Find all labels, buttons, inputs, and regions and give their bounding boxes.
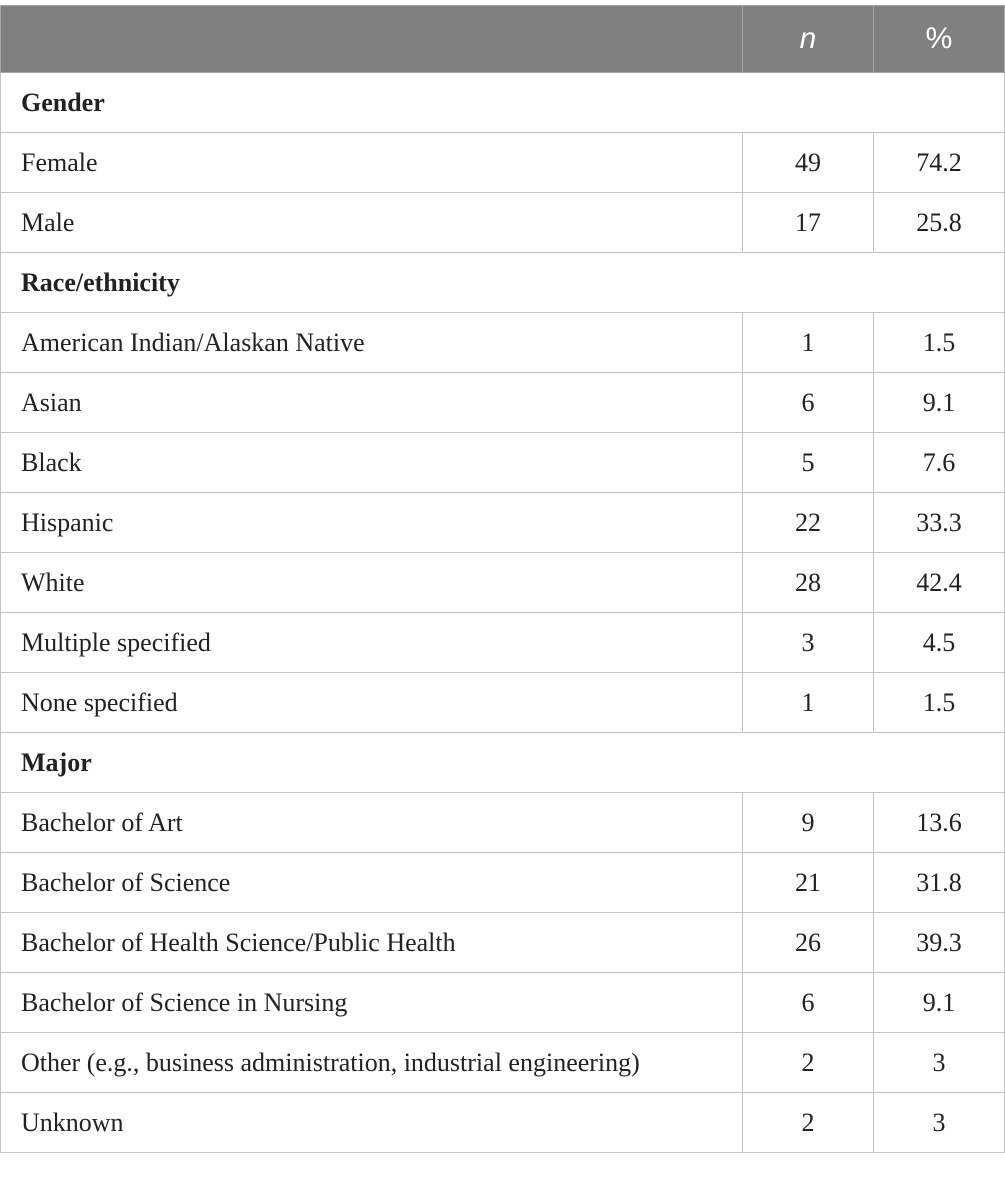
row-n-value: 26 <box>743 913 874 973</box>
row-n-value: 6 <box>743 373 874 433</box>
row-n-value: 22 <box>743 493 874 553</box>
header-label-cell <box>1 6 743 73</box>
section-title: Gender <box>1 73 1005 133</box>
table-header <box>1 6 1005 73</box>
table-row <box>1 493 1005 553</box>
table-row <box>1 913 1005 973</box>
section-title: Race/ethnicity <box>1 253 1005 313</box>
row-percent-value: 42.4 <box>874 553 1005 613</box>
header-row <box>1 6 1005 73</box>
table-row <box>1 613 1005 673</box>
row-label: None specified <box>1 673 743 733</box>
table-row <box>1 553 1005 613</box>
table-row <box>1 313 1005 373</box>
table-row <box>1 793 1005 853</box>
header-percent-cell: % <box>874 6 1005 73</box>
row-n-value: 49 <box>743 133 874 193</box>
row-label: Female <box>1 133 743 193</box>
row-percent-value: 1.5 <box>874 673 1005 733</box>
row-label: Unknown <box>1 1093 743 1153</box>
row-label: Bachelor of Science <box>1 853 743 913</box>
table-row <box>1 133 1005 193</box>
section-row <box>1 73 1005 133</box>
row-n-value: 17 <box>743 193 874 253</box>
table-row <box>1 973 1005 1033</box>
row-label: Asian <box>1 373 743 433</box>
table-row <box>1 673 1005 733</box>
section-row <box>1 253 1005 313</box>
table-row <box>1 1033 1005 1093</box>
row-label: Other (e.g., business administration, industrial engineering) <box>1 1033 743 1093</box>
row-n-value: 28 <box>743 553 874 613</box>
row-percent-value: 9.1 <box>874 973 1005 1033</box>
row-n-value: 1 <box>743 313 874 373</box>
demographics-table <box>0 5 1005 1153</box>
row-percent-value: 7.6 <box>874 433 1005 493</box>
table-row <box>1 1093 1005 1153</box>
row-label: Hispanic <box>1 493 743 553</box>
row-label: Black <box>1 433 743 493</box>
header-n-cell: n <box>743 6 874 73</box>
row-n-value: 21 <box>743 853 874 913</box>
row-label: Bachelor of Science in Nursing <box>1 973 743 1033</box>
row-n-value: 2 <box>743 1033 874 1093</box>
row-percent-value: 74.2 <box>874 133 1005 193</box>
row-n-value: 9 <box>743 793 874 853</box>
row-percent-value: 13.6 <box>874 793 1005 853</box>
table-row <box>1 193 1005 253</box>
section-row <box>1 733 1005 793</box>
row-percent-value: 1.5 <box>874 313 1005 373</box>
row-label: Multiple specified <box>1 613 743 673</box>
row-percent-value: 31.8 <box>874 853 1005 913</box>
row-percent-value: 39.3 <box>874 913 1005 973</box>
row-percent-value: 3 <box>874 1033 1005 1093</box>
section-title: Major <box>1 733 1005 793</box>
row-n-value: 1 <box>743 673 874 733</box>
row-label: Bachelor of Art <box>1 793 743 853</box>
table-row <box>1 433 1005 493</box>
row-percent-value: 3 <box>874 1093 1005 1153</box>
table-body <box>1 73 1005 1153</box>
row-n-value: 6 <box>743 973 874 1033</box>
row-n-value: 3 <box>743 613 874 673</box>
row-n-value: 2 <box>743 1093 874 1153</box>
row-label: White <box>1 553 743 613</box>
row-percent-value: 25.8 <box>874 193 1005 253</box>
row-n-value: 5 <box>743 433 874 493</box>
table-row <box>1 373 1005 433</box>
row-percent-value: 33.3 <box>874 493 1005 553</box>
row-label: Bachelor of Health Science/Public Health <box>1 913 743 973</box>
row-percent-value: 9.1 <box>874 373 1005 433</box>
row-label: Male <box>1 193 743 253</box>
row-percent-value: 4.5 <box>874 613 1005 673</box>
table-row <box>1 853 1005 913</box>
row-label: American Indian/Alaskan Native <box>1 313 743 373</box>
